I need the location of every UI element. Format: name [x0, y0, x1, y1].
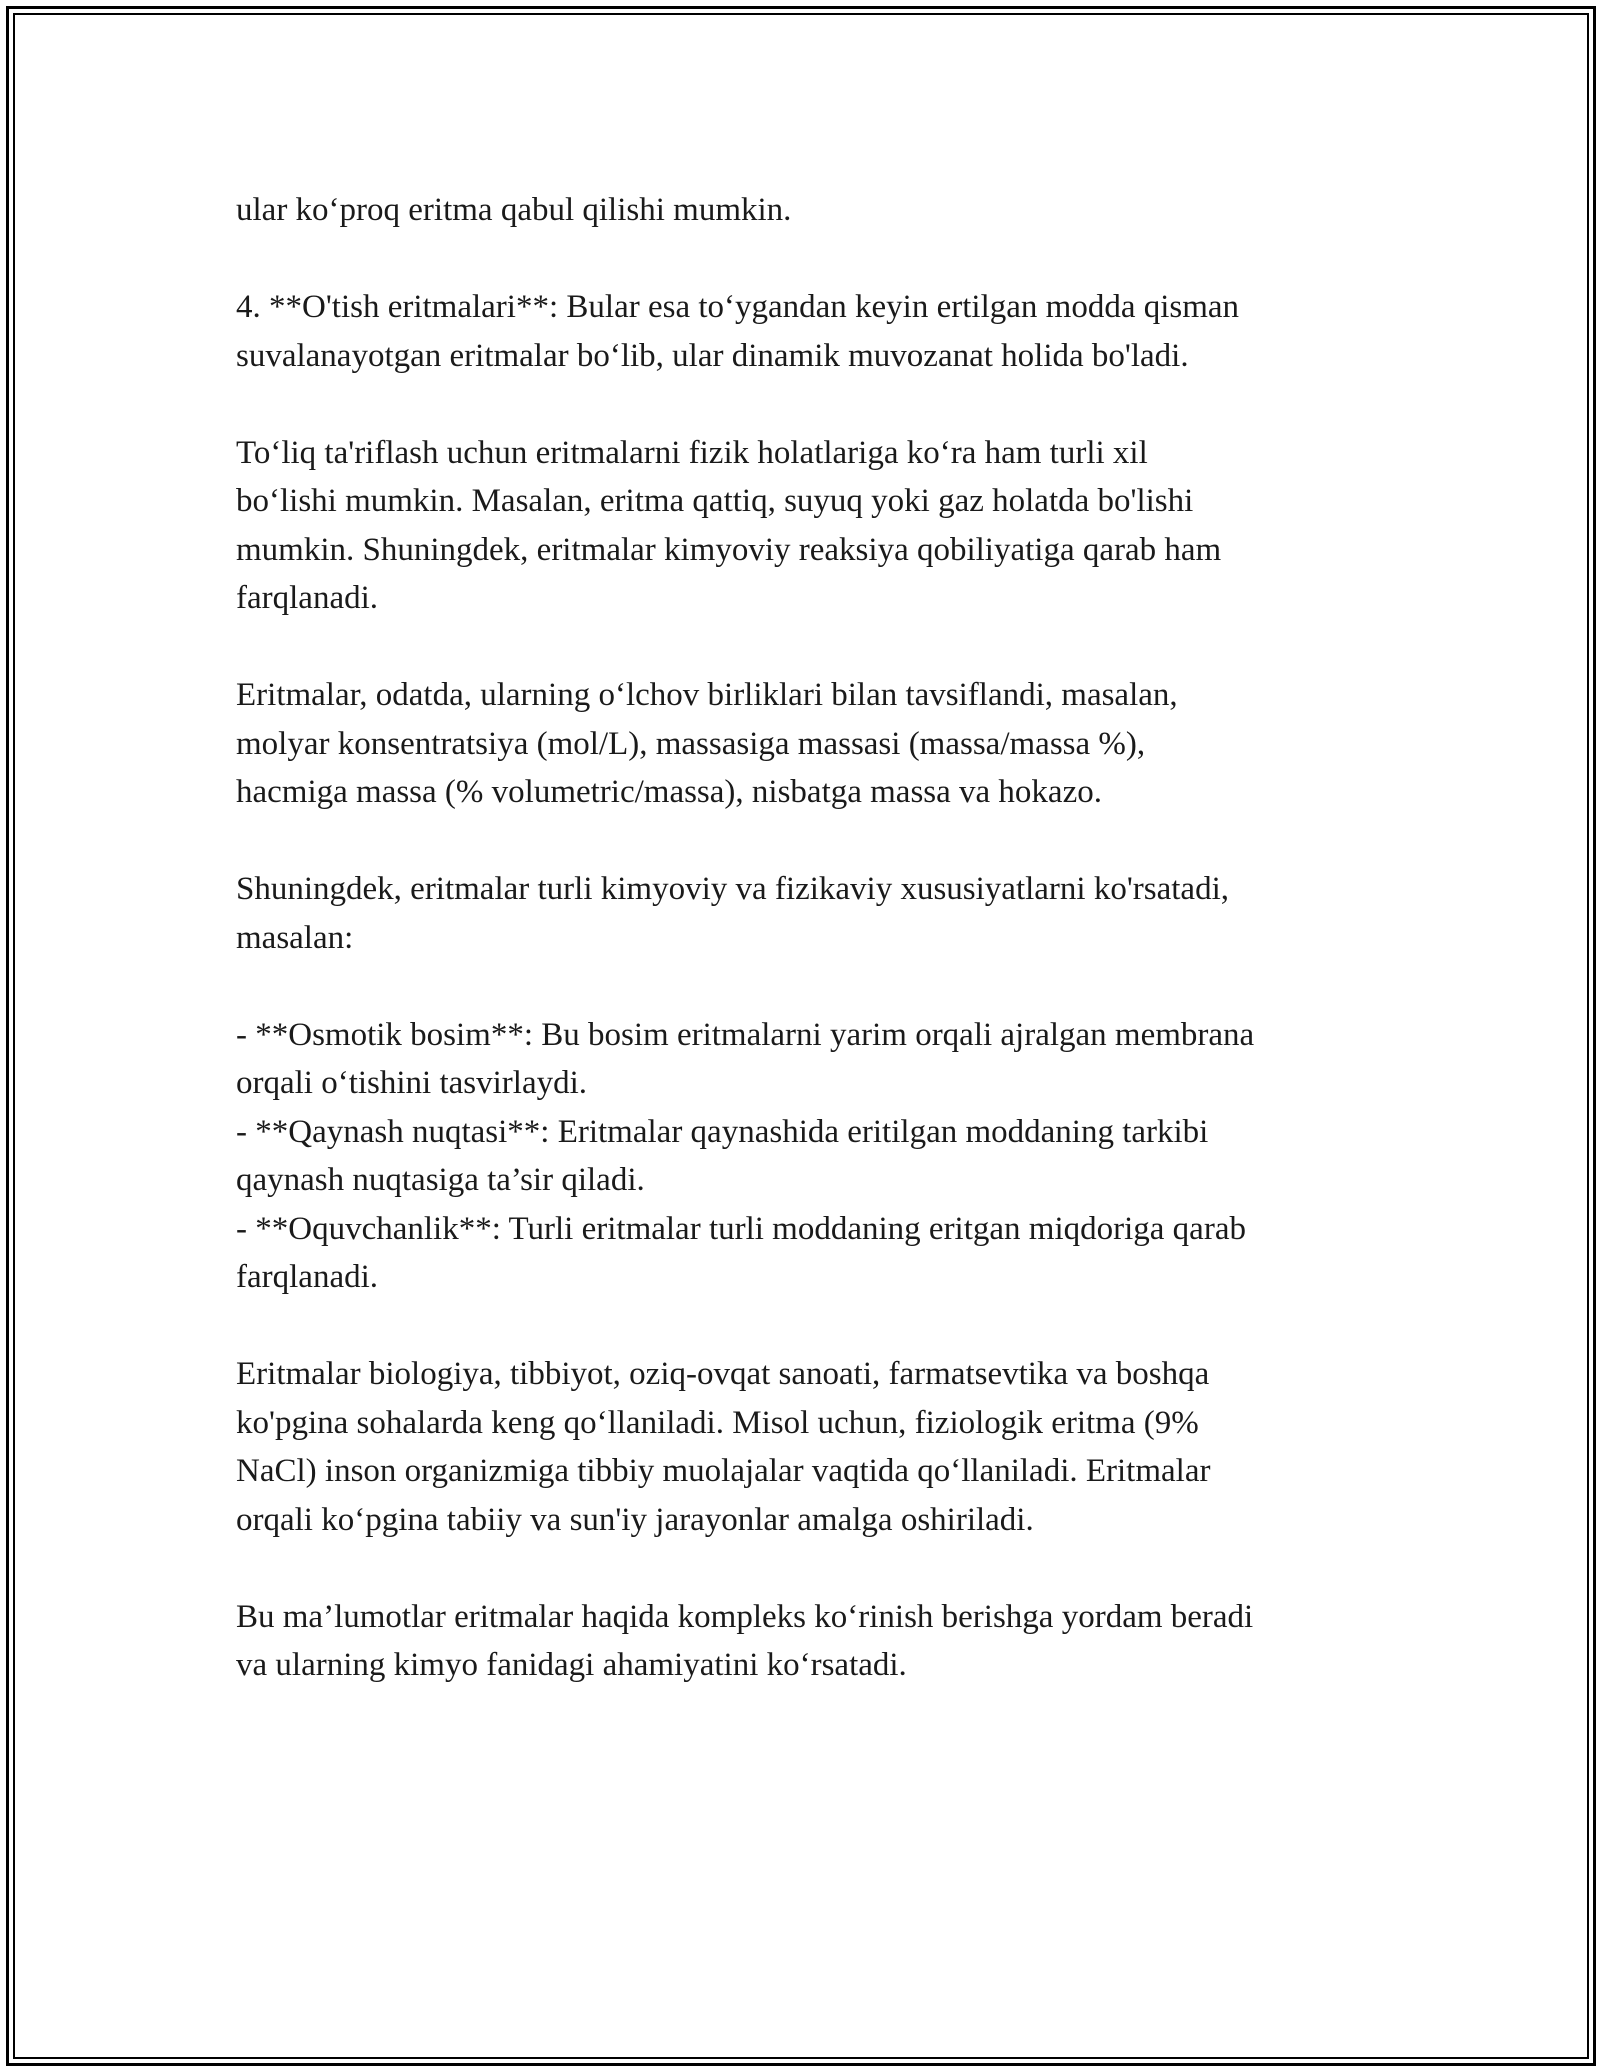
text-line: suvalanayotgan eritmalar bo‘lib, ular dinamik muvozanat holida bo'ladi.	[236, 337, 1189, 374]
list-item-line: orqali o‘tishini tasvirlaydi.	[236, 1065, 588, 1101]
paragraph-7	[236, 1350, 1386, 1544]
paragraph-5	[236, 865, 1386, 962]
paragraph-6-list	[236, 1011, 1386, 1302]
text-line: NaCl) inson organizmiga tibbiy muolajalar vaqtida qo‘llaniladi. Eritmalar	[236, 1453, 1211, 1489]
paragraph-8	[236, 1593, 1386, 1690]
paragraph-1	[236, 186, 1386, 235]
list-item-line: qaynash nuqtasiga ta’sir qiladi.	[236, 1162, 645, 1198]
text-line: Eritmalar biologiya, tibbiyot, oziq-ovqat sanoati, farmatsevtika va boshqa	[236, 1356, 1210, 1392]
text-line: masalan:	[236, 919, 354, 956]
text-line: orqali ko‘pgina tabiiy va sun'iy jarayonlar amalga oshiriladi.	[236, 1501, 1034, 1538]
paragraph-4	[236, 671, 1386, 817]
text-line: Bu ma’lumotlar eritmalar haqida kompleks ko‘rinish berishga yordam beradi	[236, 1598, 1254, 1635]
text-line: Shuningdek, eritmalar turli kimyoviy va fizikaviy xususiyatlarni ko'rsatadi,	[236, 871, 1229, 907]
text-line: mumkin. Shuningdek, eritmalar kimyoviy reaksiya qobiliyatiga qarab ham	[236, 531, 1222, 568]
text-line: To‘liq ta'riflash uchun eritmalarni fizik holatlariga ko‘ra ham turli xil	[236, 434, 1148, 471]
list-item-line: - **Qaynash nuqtasi**: Eritmalar qaynashida eritilgan moddaning tarkibi	[236, 1113, 1209, 1150]
paragraph-3	[236, 429, 1386, 623]
list-item-line: farqlanadi.	[236, 1259, 379, 1295]
list-item-line: - **Osmotik bosim**: Bu bosim eritmalarni yarim orqali ajralgan membrana	[236, 1016, 1255, 1053]
document-body	[236, 186, 1386, 1738]
text-line: ular ko‘proq eritma qabul qilishi mumkin.	[236, 192, 792, 228]
text-line: molyar konsentratsiya (mol/L), massasiga massasi (massa/massa %),	[236, 725, 1146, 762]
text-line: bo‘lishi mumkin. Masalan, eritma qattiq, suyuq yoki gaz holatda bo'lishi	[236, 483, 1194, 519]
paragraph-2	[236, 283, 1386, 380]
text-line: hacmiga massa (% volumetric/massa), nisbatga massa va hokazo.	[236, 774, 1102, 810]
text-line: farqlanadi.	[236, 580, 379, 616]
text-line: Eritmalar, odatda, ularning o‘lchov birliklari bilan tavsiflandi, masalan,	[236, 677, 1178, 713]
list-item-line: - **Oquvchanlik**: Turli eritmalar turli moddaning eritgan miqdoriga qarab	[236, 1210, 1246, 1247]
text-line: 4. **O'tish eritmalari**: Bular esa to‘ygandan keyin ertilgan modda qisman	[236, 289, 1240, 325]
text-line: ko'pgina sohalarda keng qo‘llaniladi. Misol uchun, fiziologik eritma (9%	[236, 1404, 1199, 1441]
text-line: va ularning kimyo fanidagi ahamiyatini ko‘rsatadi.	[236, 1647, 907, 1683]
